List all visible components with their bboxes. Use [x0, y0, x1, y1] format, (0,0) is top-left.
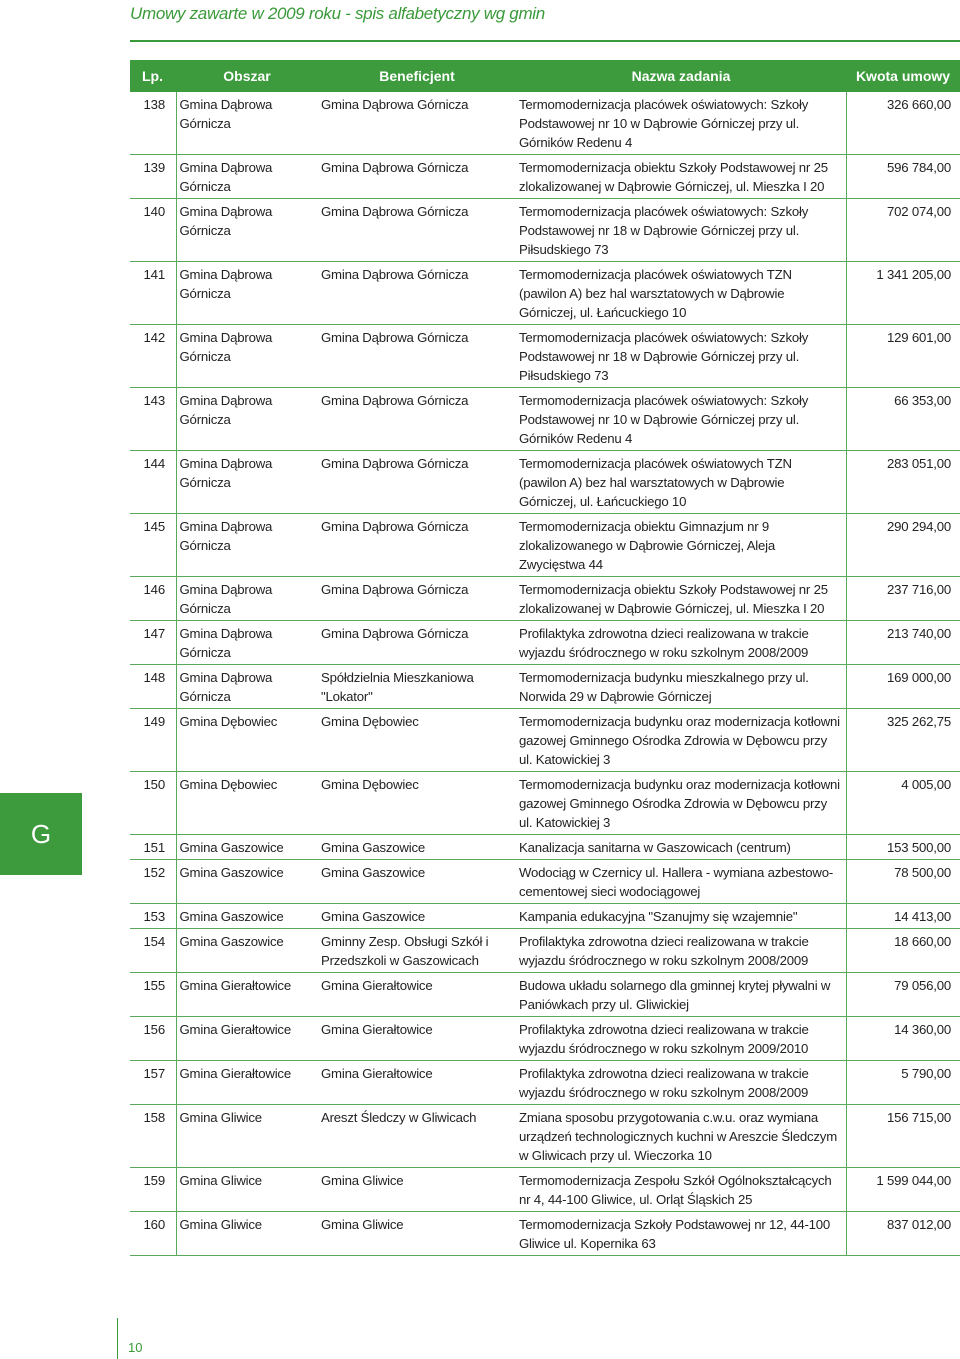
table-row — [130, 1168, 960, 1212]
cell-beneficjent: Gmina Gierałtowice — [318, 1061, 516, 1105]
cell-kwota: 837 012,00 — [846, 1212, 960, 1256]
column-header-nazwa-zadania: Nazwa zadania — [516, 60, 846, 92]
table-row — [130, 155, 960, 199]
table-body — [130, 92, 960, 1256]
table-row — [130, 665, 960, 709]
table-row — [130, 973, 960, 1017]
cell-lp: 139 — [130, 155, 176, 199]
cell-lp: 159 — [130, 1168, 176, 1212]
cell-beneficjent: Gmina Dębowiec — [318, 709, 516, 772]
cell-obszar: Gmina Gierałtowice — [176, 1061, 318, 1105]
table-row — [130, 1017, 960, 1061]
cell-beneficjent: Gmina Dąbrowa Górnicza — [318, 621, 516, 665]
cell-obszar: Gmina Dąbrowa Górnicza — [176, 325, 318, 388]
cell-kwota: 325 262,75 — [846, 709, 960, 772]
cell-kwota: 14 360,00 — [846, 1017, 960, 1061]
page-number: 10 — [128, 1340, 143, 1355]
cell-beneficjent: Areszt Śledczy w Gliwicach — [318, 1105, 516, 1168]
cell-lp: 155 — [130, 973, 176, 1017]
cell-nazwa-zadania: Kampania edukacyjna "Szanujmy się wzajemnie" — [516, 904, 846, 929]
cell-kwota: 596 784,00 — [846, 155, 960, 199]
cell-beneficjent: Gmina Dębowiec — [318, 772, 516, 835]
cell-lp: 147 — [130, 621, 176, 665]
table-row — [130, 1061, 960, 1105]
cell-beneficjent: Gmina Gierałtowice — [318, 973, 516, 1017]
cell-obszar: Gmina Dąbrowa Górnicza — [176, 665, 318, 709]
cell-kwota: 18 660,00 — [846, 929, 960, 973]
cell-nazwa-zadania: Termomodernizacja budynku oraz modernizacja kotłowni gazowej Gminnego Ośrodka Zdrowia w Dębowcu przy ul. Katowickiej 3 — [516, 709, 846, 772]
column-header-lp: Lp. — [130, 60, 176, 92]
cell-obszar: Gmina Dąbrowa Górnicza — [176, 577, 318, 621]
cell-nazwa-zadania: Termomodernizacja budynku mieszkalnego przy ul. Norwida 29 w Dąbrowie Górniczej — [516, 665, 846, 709]
cell-kwota: 156 715,00 — [846, 1105, 960, 1168]
cell-lp: 144 — [130, 451, 176, 514]
cell-lp: 154 — [130, 929, 176, 973]
cell-kwota: 283 051,00 — [846, 451, 960, 514]
cell-kwota: 79 056,00 — [846, 973, 960, 1017]
cell-nazwa-zadania: Termomodernizacja budynku oraz modernizacja kotłowni gazowej Gminnego Ośrodka Zdrowia w Dębowcu przy ul. Katowickiej 3 — [516, 772, 846, 835]
cell-beneficjent: Gmina Gierałtowice — [318, 1017, 516, 1061]
cell-nazwa-zadania: Termomodernizacja placówek oświatowych: Szkoły Podstawowej nr 18 w Dąbrowie Górniczej przy ul. Piłsudskiego 73 — [516, 325, 846, 388]
table-row — [130, 860, 960, 904]
page-title: Umowy zawarte w 2009 roku - spis alfabetyczny wg gmin — [130, 4, 545, 23]
cell-obszar: Gmina Gaszowice — [176, 860, 318, 904]
column-header-obszar: Obszar — [176, 60, 318, 92]
cell-obszar: Gmina Dąbrowa Górnicza — [176, 155, 318, 199]
cell-obszar: Gmina Dąbrowa Górnicza — [176, 262, 318, 325]
cell-kwota: 326 660,00 — [846, 92, 960, 155]
cell-obszar: Gmina Dąbrowa Górnicza — [176, 514, 318, 577]
cell-nazwa-zadania: Kanalizacja sanitarna w Gaszowicach (centrum) — [516, 835, 846, 860]
cell-obszar: Gmina Gliwice — [176, 1212, 318, 1256]
cell-nazwa-zadania: Termomodernizacja Zespołu Szkół Ogólnokształcących nr 4, 44-100 Gliwice, ul. Orląt Śląskich 25 — [516, 1168, 846, 1212]
cell-kwota: 153 500,00 — [846, 835, 960, 860]
cell-nazwa-zadania: Termomodernizacja placówek oświatowych: Szkoły Podstawowej nr 10 w Dąbrowie Górniczej przy ul. Górników Redenu 4 — [516, 92, 846, 155]
cell-lp: 141 — [130, 262, 176, 325]
cell-nazwa-zadania: Budowa układu solarnego dla gminnej krytej pływalni w Paniówkach przy ul. Gliwickiej — [516, 973, 846, 1017]
cell-lp: 142 — [130, 325, 176, 388]
cell-kwota: 4 005,00 — [846, 772, 960, 835]
cell-lp: 160 — [130, 1212, 176, 1256]
cell-lp: 150 — [130, 772, 176, 835]
cell-obszar: Gmina Dąbrowa Górnicza — [176, 388, 318, 451]
cell-lp: 153 — [130, 904, 176, 929]
cell-beneficjent: Gmina Dąbrowa Górnicza — [318, 325, 516, 388]
cell-beneficjent: Gmina Dąbrowa Górnicza — [318, 199, 516, 262]
table-row — [130, 1105, 960, 1168]
cell-nazwa-zadania: Profilaktyka zdrowotna dzieci realizowana w trakcie wyjazdu śródrocznego w roku szkolnym 2008/2009 — [516, 929, 846, 973]
cell-obszar: Gmina Gaszowice — [176, 904, 318, 929]
column-header-beneficjent: Beneficjent — [318, 60, 516, 92]
cell-kwota: 1 341 205,00 — [846, 262, 960, 325]
cell-beneficjent: Gmina Gaszowice — [318, 835, 516, 860]
cell-obszar: Gmina Dębowiec — [176, 709, 318, 772]
cell-beneficjent: Gmina Dąbrowa Górnicza — [318, 451, 516, 514]
cell-beneficjent: Gmina Dąbrowa Górnicza — [318, 388, 516, 451]
cell-beneficjent: Gmina Gliwice — [318, 1168, 516, 1212]
cell-nazwa-zadania: Zmiana sposobu przygotowania c.w.u. oraz wymiana urządzeń technologicznych kuchni w Areszcie Śledczym w Gliwicach przy ul. Wieczorka 10 — [516, 1105, 846, 1168]
cell-lp: 143 — [130, 388, 176, 451]
cell-beneficjent: Gmina Dąbrowa Górnicza — [318, 577, 516, 621]
table-row — [130, 325, 960, 388]
cell-kwota: 213 740,00 — [846, 621, 960, 665]
cell-obszar: Gmina Gierałtowice — [176, 973, 318, 1017]
cell-kwota: 14 413,00 — [846, 904, 960, 929]
table-row — [130, 577, 960, 621]
cell-beneficjent: Gmina Gaszowice — [318, 904, 516, 929]
cell-kwota: 1 599 044,00 — [846, 1168, 960, 1212]
cell-nazwa-zadania: Termomodernizacja placówek oświatowych: Szkoły Podstawowej nr 18 w Dąbrowie Górniczej przy ul. Piłsudskiego 73 — [516, 199, 846, 262]
table-header — [130, 60, 960, 92]
table-row — [130, 514, 960, 577]
cell-obszar: Gmina Gaszowice — [176, 835, 318, 860]
table-row — [130, 199, 960, 262]
contracts-table — [130, 60, 960, 1256]
cell-lp: 151 — [130, 835, 176, 860]
table-row — [130, 904, 960, 929]
cell-lp: 156 — [130, 1017, 176, 1061]
cell-beneficjent: Gmina Dąbrowa Górnicza — [318, 262, 516, 325]
cell-beneficjent: Gmina Gliwice — [318, 1212, 516, 1256]
cell-lp: 140 — [130, 199, 176, 262]
section-letter-tab: G — [0, 793, 82, 875]
table-row — [130, 92, 960, 155]
cell-lp: 149 — [130, 709, 176, 772]
column-header-kwota: Kwota umowy — [846, 60, 960, 92]
cell-obszar: Gmina Dąbrowa Górnicza — [176, 621, 318, 665]
table-row — [130, 929, 960, 973]
cell-beneficjent: Gmina Gaszowice — [318, 860, 516, 904]
cell-nazwa-zadania: Termomodernizacja obiektu Szkoły Podstawowej nr 25 zlokalizowanej w Dąbrowie Górniczej, ul. Mieszka I 20 — [516, 577, 846, 621]
table-row — [130, 1212, 960, 1256]
cell-beneficjent: Gmina Dąbrowa Górnicza — [318, 514, 516, 577]
table-row — [130, 451, 960, 514]
cell-lp: 145 — [130, 514, 176, 577]
table-row — [130, 709, 960, 772]
cell-nazwa-zadania: Termomodernizacja placówek oświatowych TZN (pawilon A) bez hal warsztatowych w Dąbrowie Górniczej, ul. Łańcuckiego 10 — [516, 262, 846, 325]
cell-lp: 148 — [130, 665, 176, 709]
table-row — [130, 621, 960, 665]
cell-nazwa-zadania: Termomodernizacja placówek oświatowych: Szkoły Podstawowej nr 10 w Dąbrowie Górniczej przy ul. Górników Redenu 4 — [516, 388, 846, 451]
cell-beneficjent: Gminny Zesp. Obsługi Szkół i Przedszkoli w Gaszowicach — [318, 929, 516, 973]
cell-lp: 138 — [130, 92, 176, 155]
cell-kwota: 129 601,00 — [846, 325, 960, 388]
cell-kwota: 78 500,00 — [846, 860, 960, 904]
cell-nazwa-zadania: Profilaktyka zdrowotna dzieci realizowana w trakcie wyjazdu śródrocznego w roku szkolnym 2008/2009 — [516, 1061, 846, 1105]
cell-kwota: 237 716,00 — [846, 577, 960, 621]
cell-kwota: 290 294,00 — [846, 514, 960, 577]
cell-obszar: Gmina Dąbrowa Górnicza — [176, 92, 318, 155]
footer-rule — [117, 1318, 118, 1359]
cell-obszar: Gmina Gaszowice — [176, 929, 318, 973]
table-row — [130, 772, 960, 835]
cell-lp: 158 — [130, 1105, 176, 1168]
cell-obszar: Gmina Dąbrowa Górnicza — [176, 451, 318, 514]
cell-lp: 157 — [130, 1061, 176, 1105]
cell-kwota: 5 790,00 — [846, 1061, 960, 1105]
table-row — [130, 835, 960, 860]
cell-nazwa-zadania: Termomodernizacja obiektu Gimnazjum nr 9 zlokalizowanego w Dąbrowie Górniczej, Aleja Zwycięstwa 44 — [516, 514, 846, 577]
cell-obszar: Gmina Gliwice — [176, 1168, 318, 1212]
cell-nazwa-zadania: Termomodernizacja Szkoły Podstawowej nr 12, 44-100 Gliwice ul. Kopernika 63 — [516, 1212, 846, 1256]
cell-kwota: 169 000,00 — [846, 665, 960, 709]
cell-obszar: Gmina Dąbrowa Górnicza — [176, 199, 318, 262]
cell-nazwa-zadania: Termomodernizacja placówek oświatowych TZN (pawilon A) bez hal warsztatowych w Dąbrowie Górniczej, ul. Łańcuckiego 10 — [516, 451, 846, 514]
cell-obszar: Gmina Dębowiec — [176, 772, 318, 835]
header-divider — [130, 40, 960, 42]
cell-nazwa-zadania: Termomodernizacja obiektu Szkoły Podstawowej nr 25 zlokalizowanej w Dąbrowie Górniczej, ul. Mieszka I 20 — [516, 155, 846, 199]
cell-obszar: Gmina Gierałtowice — [176, 1017, 318, 1061]
cell-lp: 146 — [130, 577, 176, 621]
cell-beneficjent: Spółdzielnia Mieszkaniowa "Lokator" — [318, 665, 516, 709]
table-row — [130, 388, 960, 451]
cell-nazwa-zadania: Profilaktyka zdrowotna dzieci realizowana w trakcie wyjazdu śródrocznego w roku szkolnym 2008/2009 — [516, 621, 846, 665]
cell-nazwa-zadania: Profilaktyka zdrowotna dzieci realizowana w trakcie wyjazdu śródrocznego w roku szkolnym 2009/2010 — [516, 1017, 846, 1061]
cell-obszar: Gmina Gliwice — [176, 1105, 318, 1168]
table-row — [130, 262, 960, 325]
cell-kwota: 702 074,00 — [846, 199, 960, 262]
cell-beneficjent: Gmina Dąbrowa Górnicza — [318, 92, 516, 155]
cell-beneficjent: Gmina Dąbrowa Górnicza — [318, 155, 516, 199]
cell-nazwa-zadania: Wodociąg w Czernicy ul. Hallera - wymiana azbestowo-cementowej sieci wodociągowej — [516, 860, 846, 904]
cell-lp: 152 — [130, 860, 176, 904]
cell-kwota: 66 353,00 — [846, 388, 960, 451]
